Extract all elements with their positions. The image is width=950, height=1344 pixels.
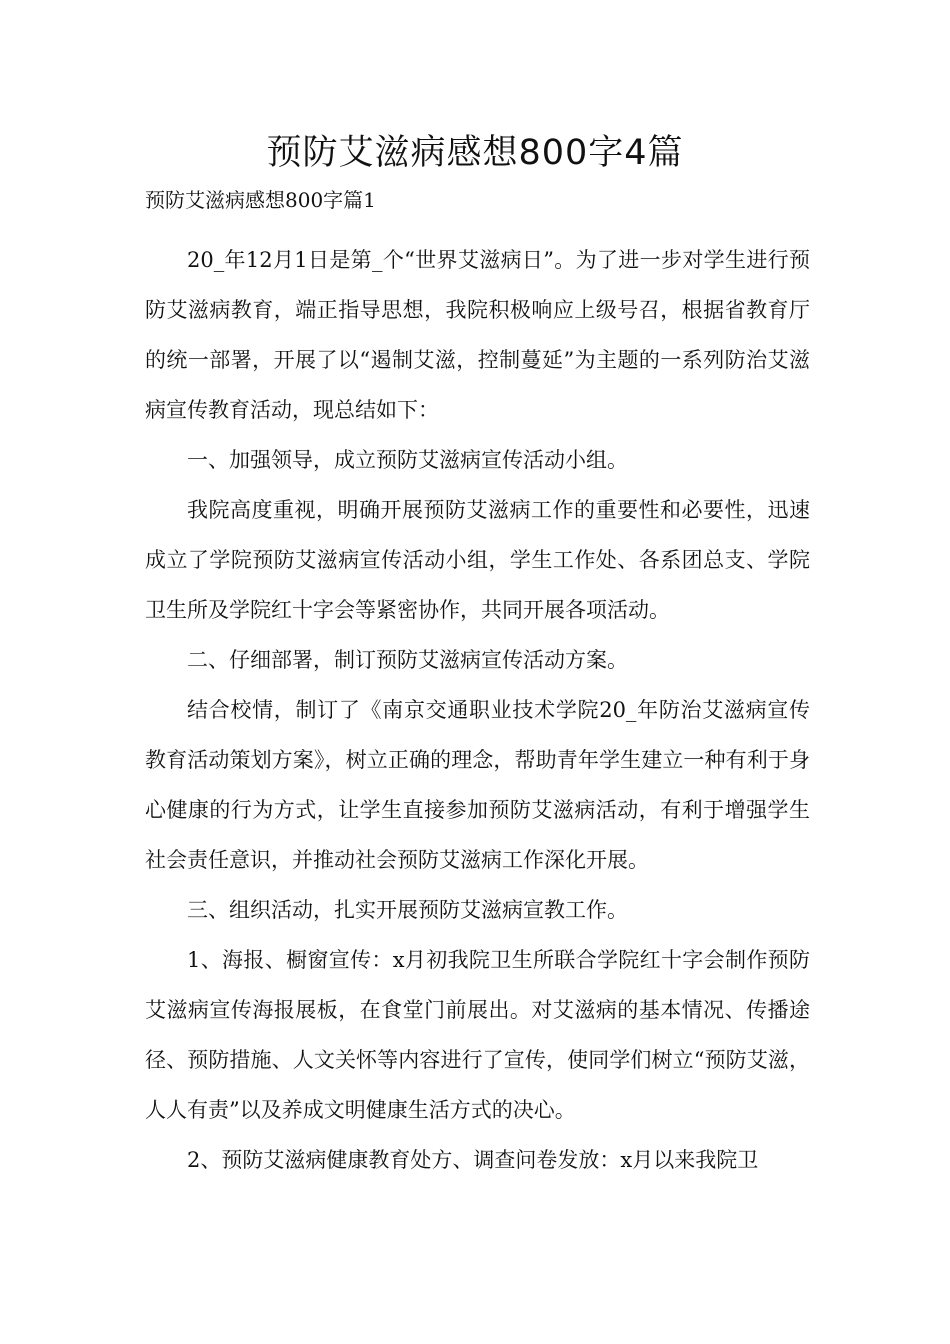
document-subtitle: 预防艾滋病感想800字篇1 [145,188,376,212]
paragraph-section-2: 结合校情，制订了《南京交通职业技术学院20_年防治艾滋病宣传教育活动策划方案》，树立正确的理念，帮助青年学生建立一种有利于身心健康的行为方式，让学生直接参加预防艾滋病活动，有利于增强学生社会责任意识，并推动社会预防艾滋病工作深化开展。 [145,698,810,872]
paragraph-item-1: 1、海报、橱窗宣传：x月初我院卫生所联合学院红十字会制作预防艾滋病宣传海报展板，在食堂门前展出。对艾滋病的基本情况、传播途径、预防措施、人文关怀等内容进行了宣传，使同学们树立“预防艾滋，人人有责”以及养成文明健康生活方式的决心。 [145,948,810,1122]
paragraph-section-1: 我院高度重视，明确开展预防艾滋病工作的重要性和必要性，迅速成立了学院预防艾滋病宣传活动小组，学生工作处、各系团总支、学院卫生所及学院红十字会等紧密协作，共同开展各项活动。 [145,498,810,622]
paragraph-intro: 20_年12月1日是第_个“世界艾滋病日”。为了进一步对学生进行预防艾滋病教育，端正指导思想，我院积极响应上级号召，根据省教育厅的统一部署，开展了以“遏制艾滋，控制蔓延”为主题的一系列防治艾滋病宣传教育活动，现总结如下： [145,248,810,422]
section-heading-3: 三、组织活动，扎实开展预防艾滋病宣教工作。 [187,898,628,922]
document-body [145,235,810,1185]
document-title: 预防艾滋病感想800字4篇 [266,133,684,173]
section-heading-2: 二、仔细部署，制订预防艾滋病宣传活动方案。 [187,648,628,672]
paragraph-item-2: 2、预防艾滋病健康教育处方、调查问卷发放：x月以来我院卫 [187,1148,759,1172]
section-heading-1: 一、加强领导，成立预防艾滋病宣传活动小组。 [187,448,628,472]
